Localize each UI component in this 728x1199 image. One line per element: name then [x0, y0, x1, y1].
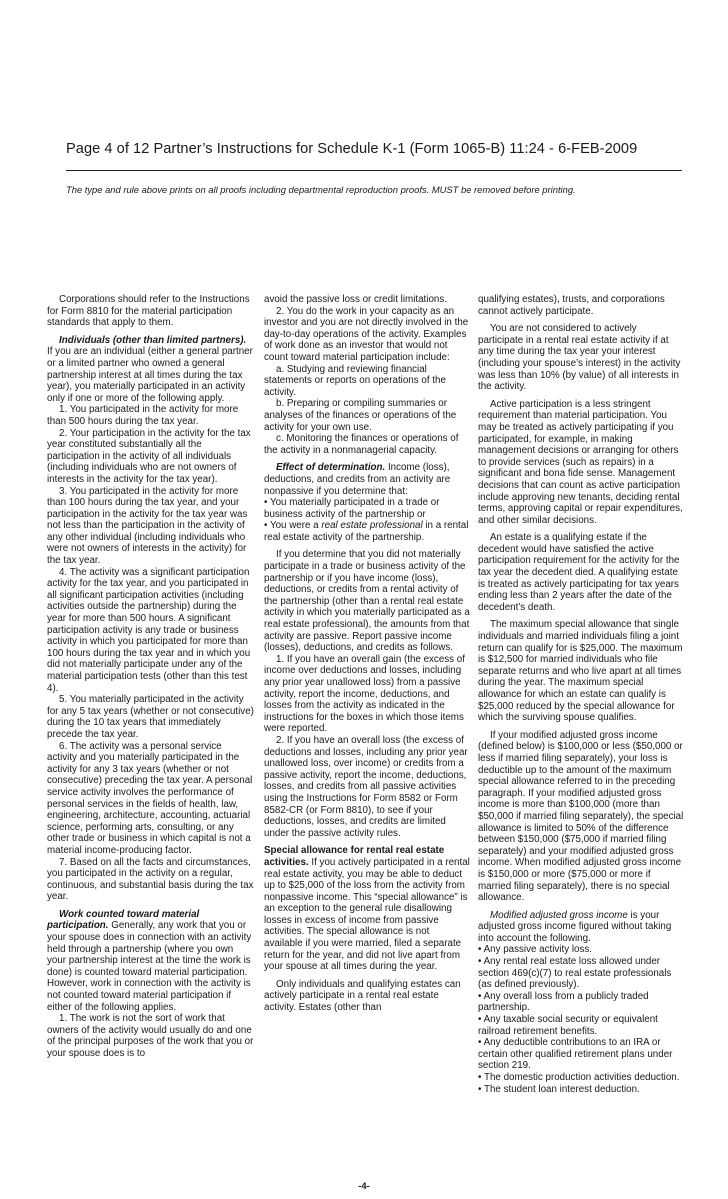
- list-item: 2. You do the work in your capacity as an investor and you are not directly involved in the day-to-day operations of the activity. Examples of work done as an investor that would not count toward material participation include:: [264, 305, 469, 363]
- bullet-item: • Any passive activity loss.: [478, 944, 592, 956]
- paragraph: [47, 909, 254, 1013]
- run-in-heading: Effect of determination.: [276, 462, 386, 474]
- paragraph-text: Generally, any work that you or your spouse does in connection with an activity held through a partnership (where you own your partnership interest at the time the work is done) is counted toward material participation. However, work in connection with the activity is not counted toward material participation if either of the following applies.: [47, 920, 252, 1013]
- list-item: 4. The activity was a significant participation activity for the tax year, and you participated in all significant participation activities (including activities outside the partnership) during the year for more than 500 hours. A significant participation activity is any trade or business activity in which you participated for more than 100 hours during the tax year and in which you did not materially participate under any of the material participation tests (other than this test 4).: [47, 566, 251, 694]
- column-2: [264, 294, 470, 1014]
- bullet-text: in a rental real estate activity of the partnership.: [264, 520, 469, 543]
- paragraph: If you determine that you did not materially participate in a trade or business activity of the partnership or if you have income (loss), deductions, or credits from a rental activity of the partnership (other than a rental real estate activity in which you materially participated as a real estate professional), the amounts from that activity are passive. Report passive income (losses), deductions, and credits as follows.: [264, 549, 470, 654]
- list-item: 6. The activity was a personal service activity and you materially participated in the activity for any 3 tax years (whether or not consecutive) preceding the tax year. A personal service activity involves the performance of personal services in the fields of health, law, engineering, architecture, accounting, actuarial science, performing arts, consulting, or any other trade or business in which capital is not a material income-producing factor.: [47, 740, 253, 856]
- paragraph: Active participation is a less stringent requirement than material participation. You may be treated as actively participating if you participated, for example, in making management decisions or arranging for others to provide services (such as repairs) in a significant and bona fide sense. Management decisions that can count as active participation include approving new tenants, deciding rental terms, approving capital or repair expenditures, and other similar decisions.: [478, 398, 683, 526]
- bullet-item: • Any rental real estate loss allowed under section 469(c)(7) to real estate professionals (as defined previously).: [478, 956, 672, 991]
- page-header: Page 4 of 12 Partner’s Instructions for Schedule K-1 (Form 1065-B) 11:24 - 6-FEB-2009: [66, 141, 638, 157]
- paragraph-text: If you are an individual (either a general partner or a limited partner who owned a general partnership interest at all times during the tax year), you materially participated in an activity only if one or more of the following apply.: [47, 346, 253, 404]
- paragraph-text: If you actively participated in a rental real estate activity, you may be able to deduct up to $25,000 of the loss from the activity from nonpassive income. This “special allowance” is an exception to the general rule disallowing losses in excess of income from passive activities. The special allowance is not available if you were married, filed a separate return for the year, and did not live apart from your spouse at all times during the year.: [264, 856, 470, 973]
- column-1: [47, 294, 254, 1060]
- list-item: 7. Based on all the facts and circumstances, you participated in the activity on a regular, continuous, and substantial basis during the tax year.: [47, 856, 254, 903]
- bullet-item: • Any deductible contributions to an IRA or certain other qualified retirement plans under section 219.: [478, 1037, 673, 1072]
- column-3: [478, 294, 684, 1095]
- proof-note: The type and rule above prints on all proofs including departmental reproduction proofs. MUST be removed before printing.: [66, 184, 576, 195]
- list-item: 3. You participated in the activity for more than 100 hours during the tax year, and your participation in the activity for the tax year was not less than the participation in the activity of any other individual (including individuals who were not owners of interests in the activity) for the tax year.: [47, 485, 248, 567]
- run-in-heading: Special allowance for rental real estate activities.: [264, 845, 445, 868]
- paragraph: The maximum special allowance that single individuals and married individuals filing a joint return can qualify for is $25,000. The maximum is $12,500 for married individuals who file separate returns and who live apart at all times during the year. The maximum special allowance for which an estate can qualify is $25,000 reduced by the special allowance for which the surviving spouse qualifies.: [478, 619, 683, 724]
- list-item: 1. If you have an overall gain (the excess of income over deductions and losses, including any prior year unallowed loss) from a passive activity, report the income, deductions, and losses from the activity as indicated in the instructions for the boxes in which those items were reported.: [264, 653, 465, 735]
- list-item: c. Monitoring the finances or operations of the activity in a nonmanagerial capacity.: [264, 433, 459, 456]
- run-in-heading: Individuals (other than limited partners).: [59, 334, 247, 346]
- list-item: 5. You materially participated in the activity for any 5 tax years (whether or not consecutive) during the 10 tax years that immediately precede the tax year.: [47, 694, 254, 740]
- list-item: a. Studying and reviewing financial statements or reports on operations of the activity.: [264, 363, 446, 398]
- bullet-item: • You materially participated in a trade or business activity of the partnership or: [264, 497, 440, 520]
- paragraph: [264, 462, 470, 497]
- italic-term: real estate professional: [321, 520, 423, 532]
- bullet-text: • You were a: [264, 520, 322, 532]
- paragraph: If your modified adjusted gross income (defined below) is $100,000 or less ($50,000 or less if married filing separately), your loss is deductible up to the amount of the maximum special allowance referred to in the preceding paragraph. If your modified adjusted gross income is more than $100,000 (more than $50,000 if married filing separately), the special allowance is limited to 50% of the difference between $150,000 ($75,000 if married filing separately) and your modified adjusted gross income. When modified adjusted gross income is $150,000 or more ($75,000 or more if married filing separately), there is no special allowance.: [478, 729, 684, 904]
- paragraph: Only individuals and qualifying estates can actively participate in a rental real estate activity. Estates (other than: [264, 978, 461, 1014]
- paragraph-text: is your adjusted gross income figured without taking into account the following.: [478, 909, 672, 944]
- paragraph: [478, 910, 684, 945]
- paragraph: avoid the passive loss or credit limitations.: [264, 294, 447, 305]
- list-item: 2. Your participation in the activity for the tax year constituted substantially all the participation in the activity of all individuals (including individuals who are not owners of interests in the activity for the tax year).: [47, 427, 251, 485]
- bullet-item: • The domestic production activities deduction.: [478, 1072, 680, 1083]
- run-in-heading: Work counted toward material participation.: [47, 908, 200, 932]
- bullet-item: • Any overall loss from a publicly traded partnership.: [478, 990, 649, 1014]
- bullet-item: • Any taxable social security or equivalent railroad retirement benefits.: [478, 1014, 658, 1037]
- list-item: 2. If you have an overall loss (the excess of deductions and losses, including any prior year unallowed loss, over income) or credits from a passive activity, report the income, deductions, losses, and credits from all passive activities using the Instructions for Form 8582 or Form 8582-CR (or Form 8810), to see if your deductions, losses, and credits are limited under the passive activity rules.: [264, 734, 468, 839]
- list-item: 1. You participated in the activity for more than 500 hours during the tax year.: [47, 404, 239, 427]
- bullet-item: [264, 520, 470, 543]
- paragraph-text: Income (loss), deductions, and credits from an activity are nonpassive if you determine that:: [264, 462, 451, 497]
- paragraph: [47, 335, 254, 405]
- list-item: 1. The work is not the sort of work that owners of the activity would usually do and one of the principal purposes of the work that you or your spouse does is to: [47, 1013, 254, 1059]
- page-number: -4-: [358, 1180, 370, 1191]
- paragraph: You are not considered to actively participate in a rental real estate activity if at any time during the tax year your interest (including your spouse’s interest) in the activity was less than 10% (by value) of all interests in the activity.: [478, 323, 681, 393]
- list-item: b. Preparing or compiling summaries or analyses of the finances or operations of the activity for your own use.: [264, 398, 457, 433]
- paragraph: qualifying estates), trusts, and corporations cannot actively participate.: [478, 294, 665, 317]
- paragraph: [264, 845, 470, 973]
- paragraph: Corporations should refer to the Instructions for Form 8810 for the material participation standards that apply to them.: [47, 294, 250, 329]
- paragraph: An estate is a qualifying estate if the decedent would have satisfied the active participation requirement for the activity for the tax year the decedent died. A qualifying estate is treated as actively participating for tax years ending less than 2 years after the date of the decedent’s death.: [478, 532, 680, 613]
- italic-term: Modified adjusted gross income: [490, 909, 628, 921]
- bullet-item: • The student loan interest deduction.: [478, 1083, 640, 1095]
- header-rule: [66, 170, 682, 171]
